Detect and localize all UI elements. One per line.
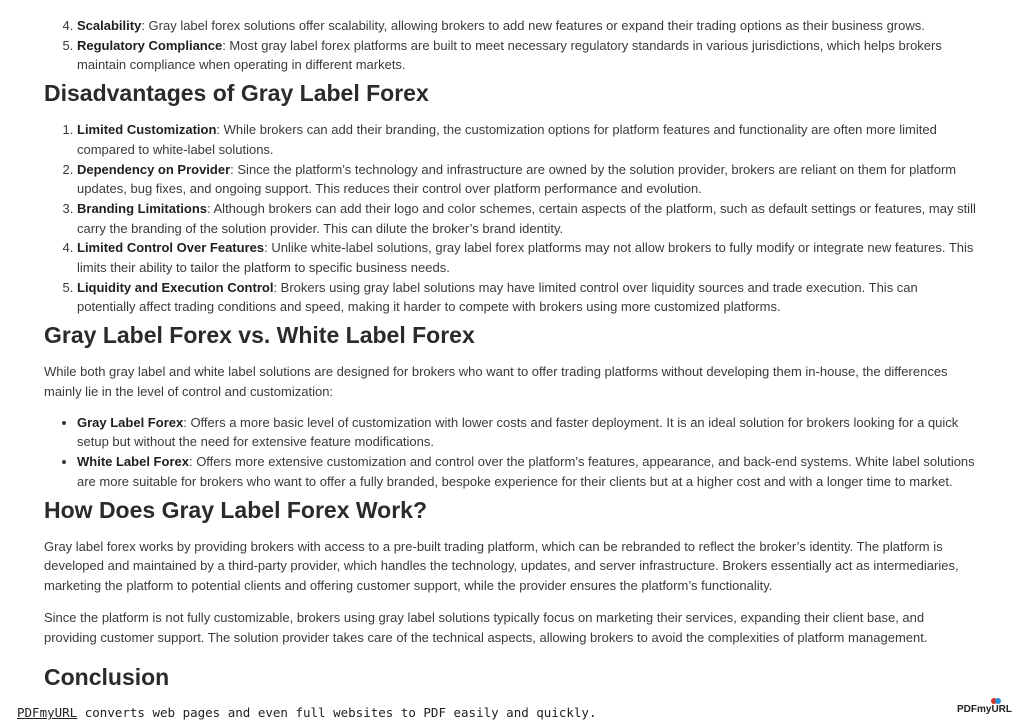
footer-note [17, 705, 597, 720]
item-text: : Offers a more basic level of customization with lower costs and faster deployment. It is an ideal solution for brokers looking for a quick setup but without the need for extensive feature modifications. [77, 414, 959, 450]
item-text: : Gray label forex solutions offer scalability, allowing brokers to add new features or expand their trading options as their business grows. [141, 18, 925, 33]
item-title: Gray Label Forex [77, 414, 184, 430]
vs-list [44, 413, 979, 492]
how-paragraph-1: Gray label forex works by providing brokers with access to a pre-built trading platform, which can be rebranded to reflect the broker’s identity. The platform is developed and maintained by a third-party provider, which handles the technology, updates, and server infrastructure. Brokers essentially act as intermediaries, marketing the platform to potential clients and offering customer support, while the provider ensures the platform’s functionality. [44, 538, 959, 594]
item-title: Dependency on Provider [77, 161, 231, 177]
item-title: Branding Limitations [77, 200, 207, 216]
logo-text: PDFmyURL [957, 704, 1013, 715]
list-item [77, 120, 979, 159]
list-item [77, 452, 979, 491]
item-text: : Since the platform’s technology and infrastructure are owned by the solution provider, brokers are reliant on them for platform updates, bug fixes, and ongoing support. This reduces their control over platform performance and evolution. [77, 161, 957, 197]
list-item [77, 160, 979, 199]
list-item [77, 278, 979, 317]
item-text: : While brokers can add their branding, the customization options for platform features and functionality are often more limited compared to white-label solutions. [77, 122, 937, 157]
item-title: Limited Customization [77, 122, 217, 138]
item-title: Liquidity and Execution Control [77, 279, 274, 295]
how-paragraph-2: Since the platform is not fully customizable, brokers using gray label solutions typically focus on marketing their services, expanding their client base, and providing customer support. The solution provider takes care of the technical aspects, allowing brokers to avoid the complexities of platform management. [44, 609, 928, 645]
list-item [77, 16, 979, 36]
item-title: Limited Control Over Features [77, 240, 265, 256]
pdfmyurl-logo [957, 704, 1012, 715]
item-text: : Unlike white-label solutions, gray label forex platforms may not allow brokers to fully modify or integrate new features. This limits their ability to tailor the platform to specific business needs. [77, 240, 974, 276]
disadvantages-list [44, 120, 979, 317]
item-title: Scalability [77, 18, 142, 33]
benefits-list-continued [44, 0, 979, 75]
vs-intro: While both gray label and white label solutions are designed for brokers who want to offer trading platforms without developing them in-house, the differences mainly lie in the level of control and customization: [44, 364, 948, 399]
pdfmyurl-link[interactable]: PDFmyURL [17, 705, 78, 720]
heading-disadvantages: Disadvantages of Gray Label Forex [44, 80, 429, 107]
footer-text: converts web pages and even full websites to PDF easily and quickly. [77, 705, 597, 720]
heading-conclusion: Conclusion [44, 663, 170, 690]
logo-icon [991, 697, 1001, 705]
item-title: White Label Forex [77, 454, 189, 470]
heading-vs: Gray Label Forex vs. White Label Forex [44, 322, 475, 349]
item-text: : Although brokers can add their logo and color schemes, certain aspects of the platform, such as default settings or features, may still carry the branding of the solution provider. This can dilute the broker’s brand identity. [77, 200, 976, 236]
item-title: Regulatory Compliance [77, 37, 223, 53]
article-body [44, 0, 979, 692]
list-item [77, 199, 979, 238]
list-item [77, 36, 979, 75]
item-text: : Offers more extensive customization and control over the platform’s features, appearance, and back-end systems. White label solutions are more suitable for brokers who want to offer a fully branded, bespoke experience for their clients but at a higher cost and with a longer time to market. [77, 454, 975, 489]
item-text: : Most gray label forex platforms are built to meet necessary regulatory standards in various jurisdictions, which helps brokers maintain compliance when operating in different markets. [77, 37, 942, 73]
heading-how: How Does Gray Label Forex Work? [44, 496, 428, 523]
list-item [77, 238, 979, 277]
list-item [77, 413, 979, 452]
item-text: : Brokers using gray label solutions may have limited control over liquidity sources and trade execution. This can potentially affect trading conditions and speed, making it harder to compete with brokers using more customized platforms. [77, 279, 918, 315]
